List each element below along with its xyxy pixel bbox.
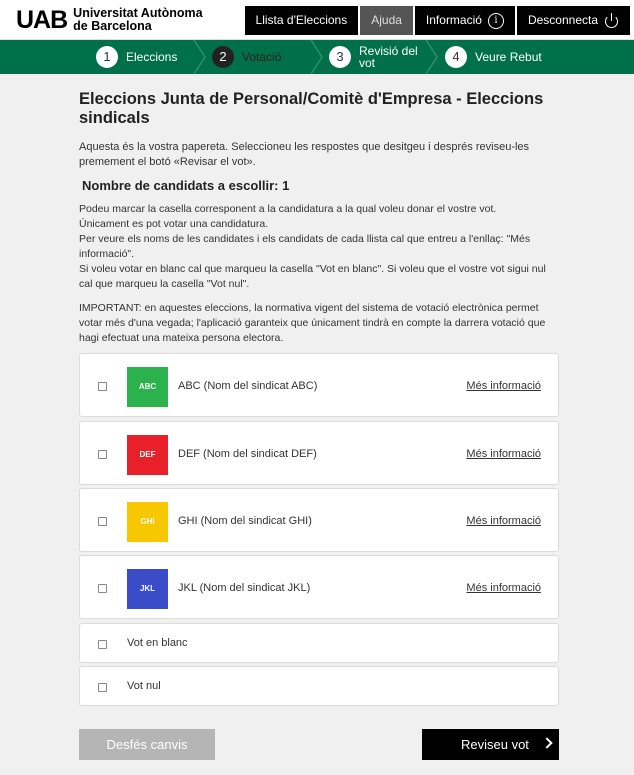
- instructions: [79, 202, 559, 292]
- elections-list-label: Llista d'Eleccions: [255, 13, 348, 27]
- checkbox[interactable]: [98, 450, 107, 459]
- reset-button[interactable]: [79, 729, 215, 760]
- candidate-name: DEF (Nom del sindicat DEF): [178, 448, 317, 460]
- more-info-link[interactable]: Més informació: [466, 380, 541, 392]
- candidate-name: ABC (Nom del sindicat ABC): [178, 380, 318, 392]
- step-review: [329, 40, 419, 74]
- instruction-line: Per veure els noms de les candidates i els candidats de cada llista cal que entreu a l'enllaç: "Més informació".: [79, 233, 531, 260]
- option-def[interactable]: [79, 421, 559, 485]
- step-label: Votació: [242, 50, 282, 64]
- instruction-line: Si voleu votar en blanc cal que marqueu la casella "Vot en blanc". Si voleu que el vostre vot sigui nul cal que marqueu la casella "Vot nul".: [79, 263, 546, 290]
- checkbox[interactable]: [98, 517, 107, 526]
- chevron-right-icon: [541, 737, 552, 748]
- instruction-line: Únicament es pot votar una candidatura.: [79, 218, 269, 230]
- step-number: 3: [329, 46, 351, 68]
- candidate-name: GHI (Nom del sindicat GHI): [178, 515, 312, 527]
- null-vote-label: Vot nul: [127, 680, 161, 692]
- more-info-link[interactable]: Més informació: [466, 448, 541, 460]
- checkbox[interactable]: [98, 640, 107, 649]
- candidates-count-heading: Nombre de candidats a escollir: 1: [82, 178, 290, 193]
- checkbox[interactable]: [98, 584, 107, 593]
- more-info-link[interactable]: Més informació: [466, 515, 541, 527]
- step-separator-icon: [193, 40, 207, 74]
- more-info-link[interactable]: Més informació: [466, 582, 541, 594]
- help-label: Ajuda: [371, 13, 402, 27]
- candidate-logo: GHI: [127, 502, 168, 542]
- option-null-vote[interactable]: [79, 666, 559, 706]
- elections-list-button[interactable]: [245, 6, 359, 35]
- help-button[interactable]: [360, 6, 413, 35]
- important-note: IMPORTANT: en aquestes eleccions, la normativa vigent del sistema de votació electrònica permet votar més d'una vegada; l'aplicació garanteix que únicament tindrà en compte la darrera votació que hagi efectuat una mateixa persona electora.: [79, 302, 546, 344]
- logo-line-1: Universitat Autònoma: [73, 6, 203, 20]
- intro-text: Aquesta és la vostra papereta. Seleccioneu les respostes que desitgeu i després reviseu-les premement el botó «Revisar el vot».: [79, 141, 530, 168]
- step-separator-icon: [310, 40, 324, 74]
- step-label: Revisió del vot: [359, 44, 418, 70]
- step-separator-icon: [425, 40, 439, 74]
- info-label: Informació: [425, 13, 482, 27]
- info-button[interactable]: [415, 6, 515, 35]
- step-number: 1: [96, 46, 118, 68]
- option-blank-vote[interactable]: [79, 623, 559, 663]
- reset-button-label: Desfés canvis: [106, 737, 188, 752]
- page-title: Eleccions Junta de Personal/Comitè d'Empresa - Eleccions sindicals: [79, 90, 544, 127]
- step-label: Veure Rebut: [475, 50, 542, 64]
- instruction-line: Podeu marcar la casella corresponent a la candidatura a la qual voleu donar el vostre vot.: [79, 203, 497, 215]
- option-ghi[interactable]: [79, 488, 559, 552]
- top-nav: [243, 6, 630, 35]
- logout-button[interactable]: [517, 6, 630, 35]
- step-receipt: [445, 40, 542, 74]
- logout-label: Desconnecta: [527, 13, 598, 27]
- checkbox[interactable]: [98, 683, 107, 692]
- logo-text: [73, 7, 202, 33]
- review-vote-button[interactable]: [422, 729, 559, 760]
- page-header: [79, 90, 559, 170]
- info-icon: i: [488, 13, 504, 29]
- step-label: Eleccions: [126, 50, 178, 64]
- steps-bar: [0, 40, 634, 74]
- step-number: 4: [445, 46, 467, 68]
- candidate-name: JKL (Nom del sindicat JKL): [178, 582, 311, 594]
- candidate-logo: ABC: [127, 367, 168, 407]
- candidate-logo: DEF: [127, 435, 168, 475]
- checkbox[interactable]: [98, 382, 107, 391]
- blank-vote-label: Vot en blanc: [127, 637, 188, 649]
- logo-line-2: de Barcelona: [73, 19, 152, 33]
- power-icon: [604, 13, 619, 28]
- option-abc[interactable]: [79, 353, 559, 417]
- top-header: [0, 0, 634, 40]
- candidate-logo: JKL: [127, 569, 168, 609]
- logo-mark: UAB: [16, 6, 68, 34]
- uab-logo[interactable]: [16, 7, 203, 33]
- step-elections: [96, 40, 177, 74]
- step-number: 2: [212, 46, 234, 68]
- option-jkl[interactable]: [79, 555, 559, 619]
- review-button-label: Reviseu vot: [461, 737, 529, 752]
- step-voting: [212, 40, 281, 74]
